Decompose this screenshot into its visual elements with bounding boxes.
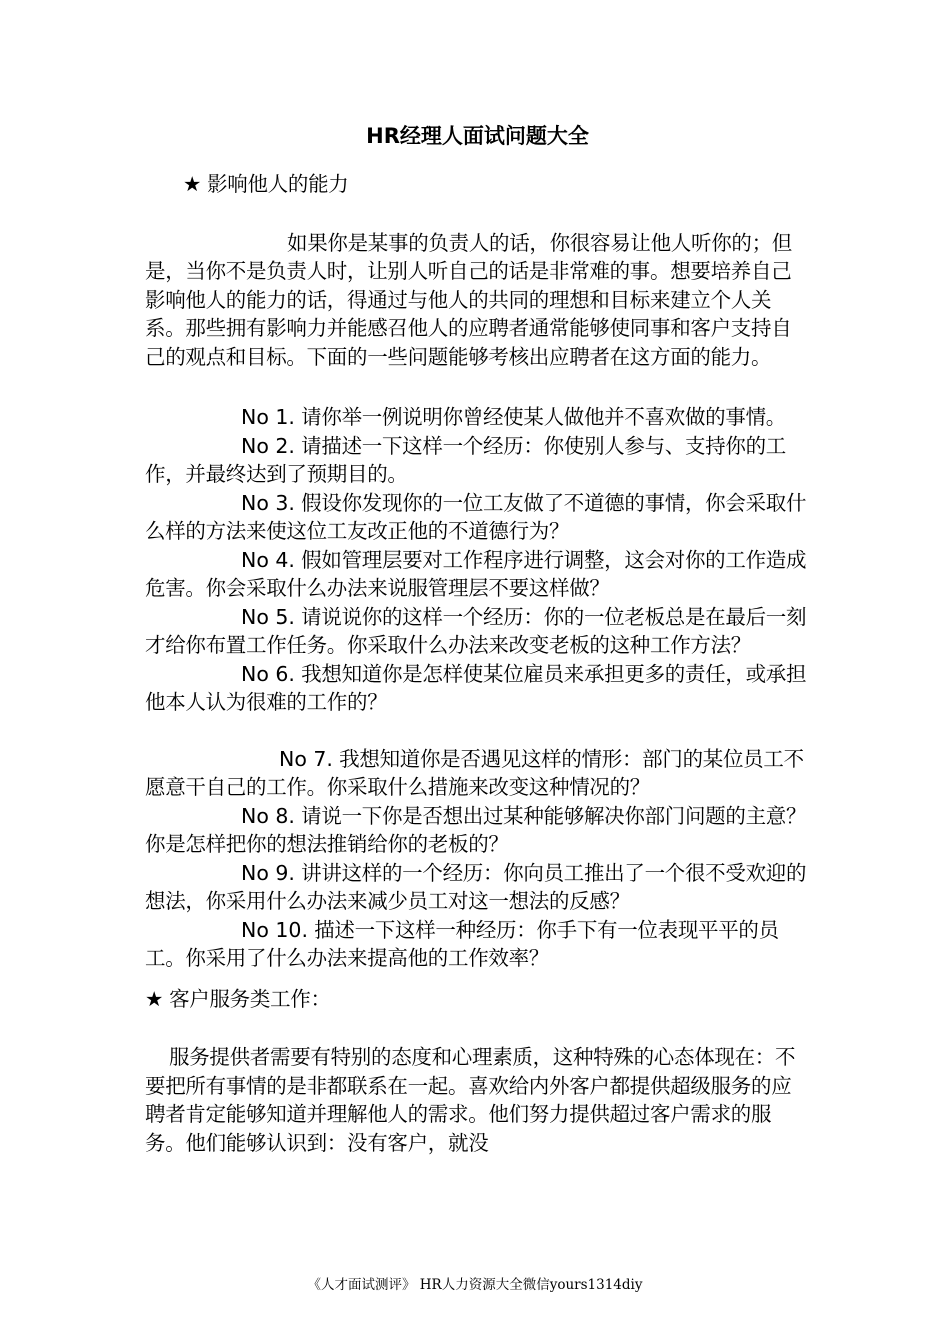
question-number: No 7. (279, 746, 333, 771)
question-text: 请你举一例说明你曾经使某人做他并不喜欢做的事情。 (294, 405, 786, 429)
question-number: No 6. (241, 661, 295, 686)
question-text: 请描述一下这样一个经历：你使别人参与、支持你的工作，并最终达到了预期目的。 (145, 433, 786, 486)
star-icon: ★ (145, 986, 164, 1011)
question-item (145, 432, 810, 489)
customer-service-paragraph: 服务提供者需要有特别的态度和心理素质，这种特殊的心态体现在：不要把所有事情的是非都联系在一起。喜欢给内外客户都提供超级服务的应聘者肯定能够知道并理解他人的需求。他们努力提供超过客户需求的服务。他们能够认识到：没有客户，就没 (145, 1045, 796, 1155)
question-number: No 10. (241, 917, 308, 942)
section-heading-customer-service (145, 985, 810, 1014)
question-item (145, 603, 810, 660)
question-item (145, 859, 810, 916)
question-text: 请说一下你是否想出过某种能够解决你部门问题的主意？你是怎样把你的想法推销给你的老板的？ (145, 803, 807, 856)
star-icon: ★ (183, 172, 202, 196)
question-text: 我想知道你是否遇见这样的情形：部门的某位员工不愿意干自己的工作。你采取什么措施来改变这种情况的？ (145, 746, 804, 799)
intro-paragraph: 如果你是某事的负责人的话，你很容易让他人听你的；但是，当你不是负责人时，让别人听自己的话是非常难的事。想要培养自己影响他人的能力的话，得通过与他人的共同的理想和目标来建立个人关系。那些拥有影响力并能感召他人的应聘者通常能够使同事和客户支持自己的观点和目标。下面的一些问题能够考核出应聘者在这方面的能力。 (145, 230, 792, 369)
question-item (145, 916, 810, 973)
question-number: No 3. (241, 490, 295, 515)
question-item (145, 660, 810, 717)
question-text: 假如管理层要对工作程序进行调整，这会对你的工作造成危害。你会采取什么办法来说服管理层不要这样做？ (145, 547, 807, 600)
question-number: No 8. (241, 803, 295, 828)
page-footer: 《人才面试测评》 HR人力资源大全微信yours1314diy (307, 1277, 643, 1293)
document-title: HR经理人面试问题大全 (366, 124, 589, 148)
question-number: No 2. (241, 433, 295, 458)
question-item (145, 489, 810, 546)
question-number: No 9. (241, 860, 295, 885)
question-text: 讲讲这样的一个经历：你向员工推出了一个很不受欢迎的想法，你采用什么办法来减少员工对这一想法的反感？ (145, 860, 807, 913)
question-number: No 4. (241, 547, 295, 572)
question-number: No 1. (241, 405, 295, 429)
section-heading-text: 客户服务类工作： (169, 986, 331, 1011)
section-heading-influence (145, 170, 810, 199)
question-item (145, 802, 810, 859)
document-body (145, 120, 810, 1157)
question-text: 我想知道你是怎样使某位雇员来承担更多的责任，或承担他本人认为很难的工作的？ (145, 661, 807, 714)
section-heading-text: 影响他人的能力 (207, 172, 349, 196)
question-text: 请说说你的这样一个经历：你的一位老板总是在最后一刻才给你布置工作任务。你采取什么办法来改变老板的这种工作方法？ (145, 604, 807, 657)
question-text: 描述一下这样一种经历：你手下有一位表现平平的员工。你采用了什么办法来提高他的工作效率？ (145, 917, 779, 970)
question-item (145, 745, 810, 802)
question-item (145, 546, 810, 603)
question-item (145, 403, 810, 432)
question-text: 假设你发现你的一位工友做了不道德的事情，你会采取什么样的方法来使这位工友改正他的不道德行为？ (145, 490, 807, 543)
question-number: No 5. (241, 604, 295, 629)
